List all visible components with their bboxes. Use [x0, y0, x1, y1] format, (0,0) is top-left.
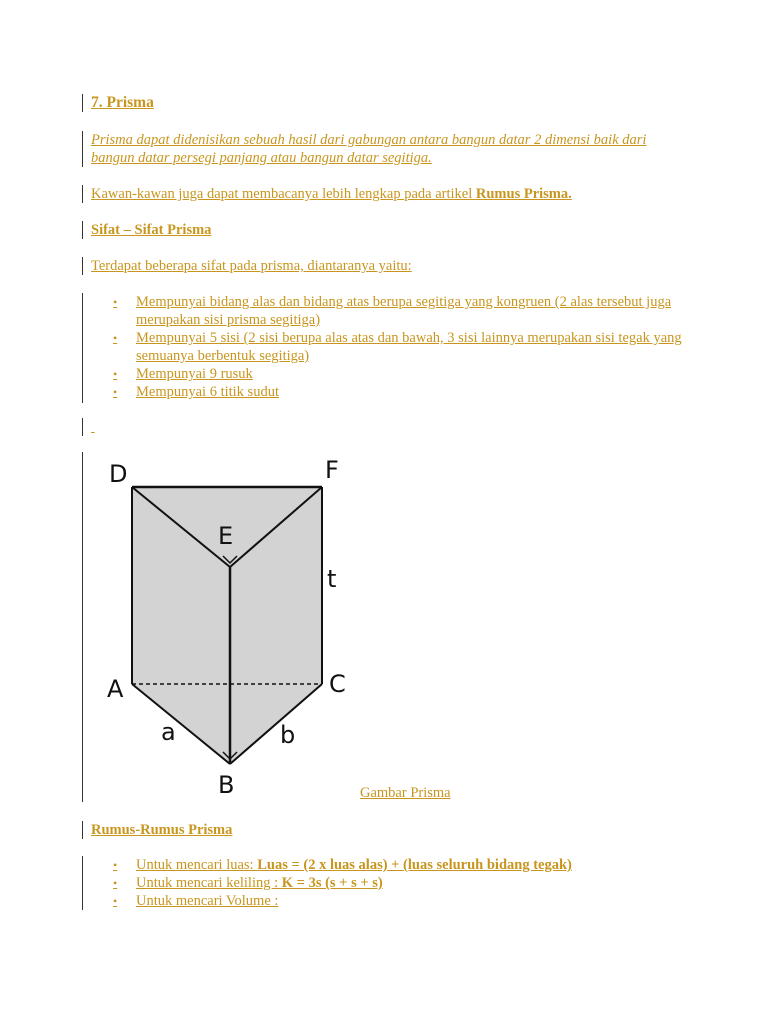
list-item: • Mempunyai 9 rusuk [113, 366, 253, 382]
figure-caption: Gambar Prisma [360, 785, 451, 801]
list-item: • Untuk mencari luas: Luas = (2 x luas alas) + (luas seluruh bidang tegak) [113, 857, 572, 873]
bullet: • [113, 894, 118, 908]
list-item: • Mempunyai 6 titik sudut [113, 384, 279, 400]
vertex-label-F: F [325, 456, 339, 484]
edge-label-a: a [161, 718, 176, 746]
section-heading-block [82, 94, 154, 112]
definition-text: Prisma dapat didenisikan sebuah hasil dari gabungan antara bangun datar 2 dimensi baik dari bangun datar persegi panjang atau bangun datar segitiga. [91, 132, 647, 166]
properties-list-block [82, 293, 691, 403]
bullet: • [113, 367, 118, 381]
read-more-block [82, 185, 572, 203]
vertex-label-D: D [109, 460, 128, 488]
properties-heading: Sifat – Sifat Prisma [91, 222, 212, 238]
formulas-list-block [82, 856, 691, 910]
bullet: • [113, 876, 118, 890]
formulas-heading: Rumus-Rumus Prisma [91, 822, 233, 838]
formulas-heading-block [82, 821, 232, 839]
read-more-link[interactable]: Rumus Prisma. [475, 186, 572, 202]
prism-diagram [97, 452, 357, 802]
figure-block [82, 452, 683, 802]
bullet: • [113, 331, 118, 345]
vertex-label-B: B [218, 771, 235, 799]
empty-line-block [82, 418, 95, 436]
bullet: • [113, 385, 118, 399]
read-more-text [91, 185, 572, 203]
read-more-prefix: Kawan-kawan juga dapat membacanya lebih lengkap pada artikel [91, 186, 476, 202]
vertex-label-C: C [329, 670, 346, 698]
vertex-label-E: E [218, 522, 234, 550]
bullet: • [113, 858, 118, 872]
section-heading: 7. Prisma [91, 94, 154, 111]
bullet: • [113, 295, 118, 309]
properties-intro-block [82, 257, 412, 275]
definition-block [82, 131, 681, 167]
list-item: • Untuk mencari Volume : [113, 893, 279, 909]
list-item: • Mempunyai bidang alas dan bidang atas berupa segitiga yang kongruen (2 alas tersebut juga merupakan sisi prisma segitiga) [113, 294, 672, 328]
height-label-t: t [327, 565, 337, 593]
properties-intro: Terdapat beberapa sifat pada prisma, diantaranya yaitu: [91, 258, 412, 274]
properties-heading-block [82, 221, 211, 239]
list-item: • Untuk mencari keliling : K = 3s (s + s + s) [113, 875, 383, 891]
edge-label-b: b [280, 721, 296, 749]
formulas-list [91, 856, 691, 910]
vertex-label-A: A [107, 675, 124, 703]
list-item: • Mempunyai 5 sisi (2 sisi berupa alas atas dan bawah, 3 sisi lainnya merupakan sisi tegak yang semuanya berbentuk segitiga) [113, 330, 682, 364]
properties-list [91, 293, 691, 401]
empty-line [91, 418, 95, 436]
